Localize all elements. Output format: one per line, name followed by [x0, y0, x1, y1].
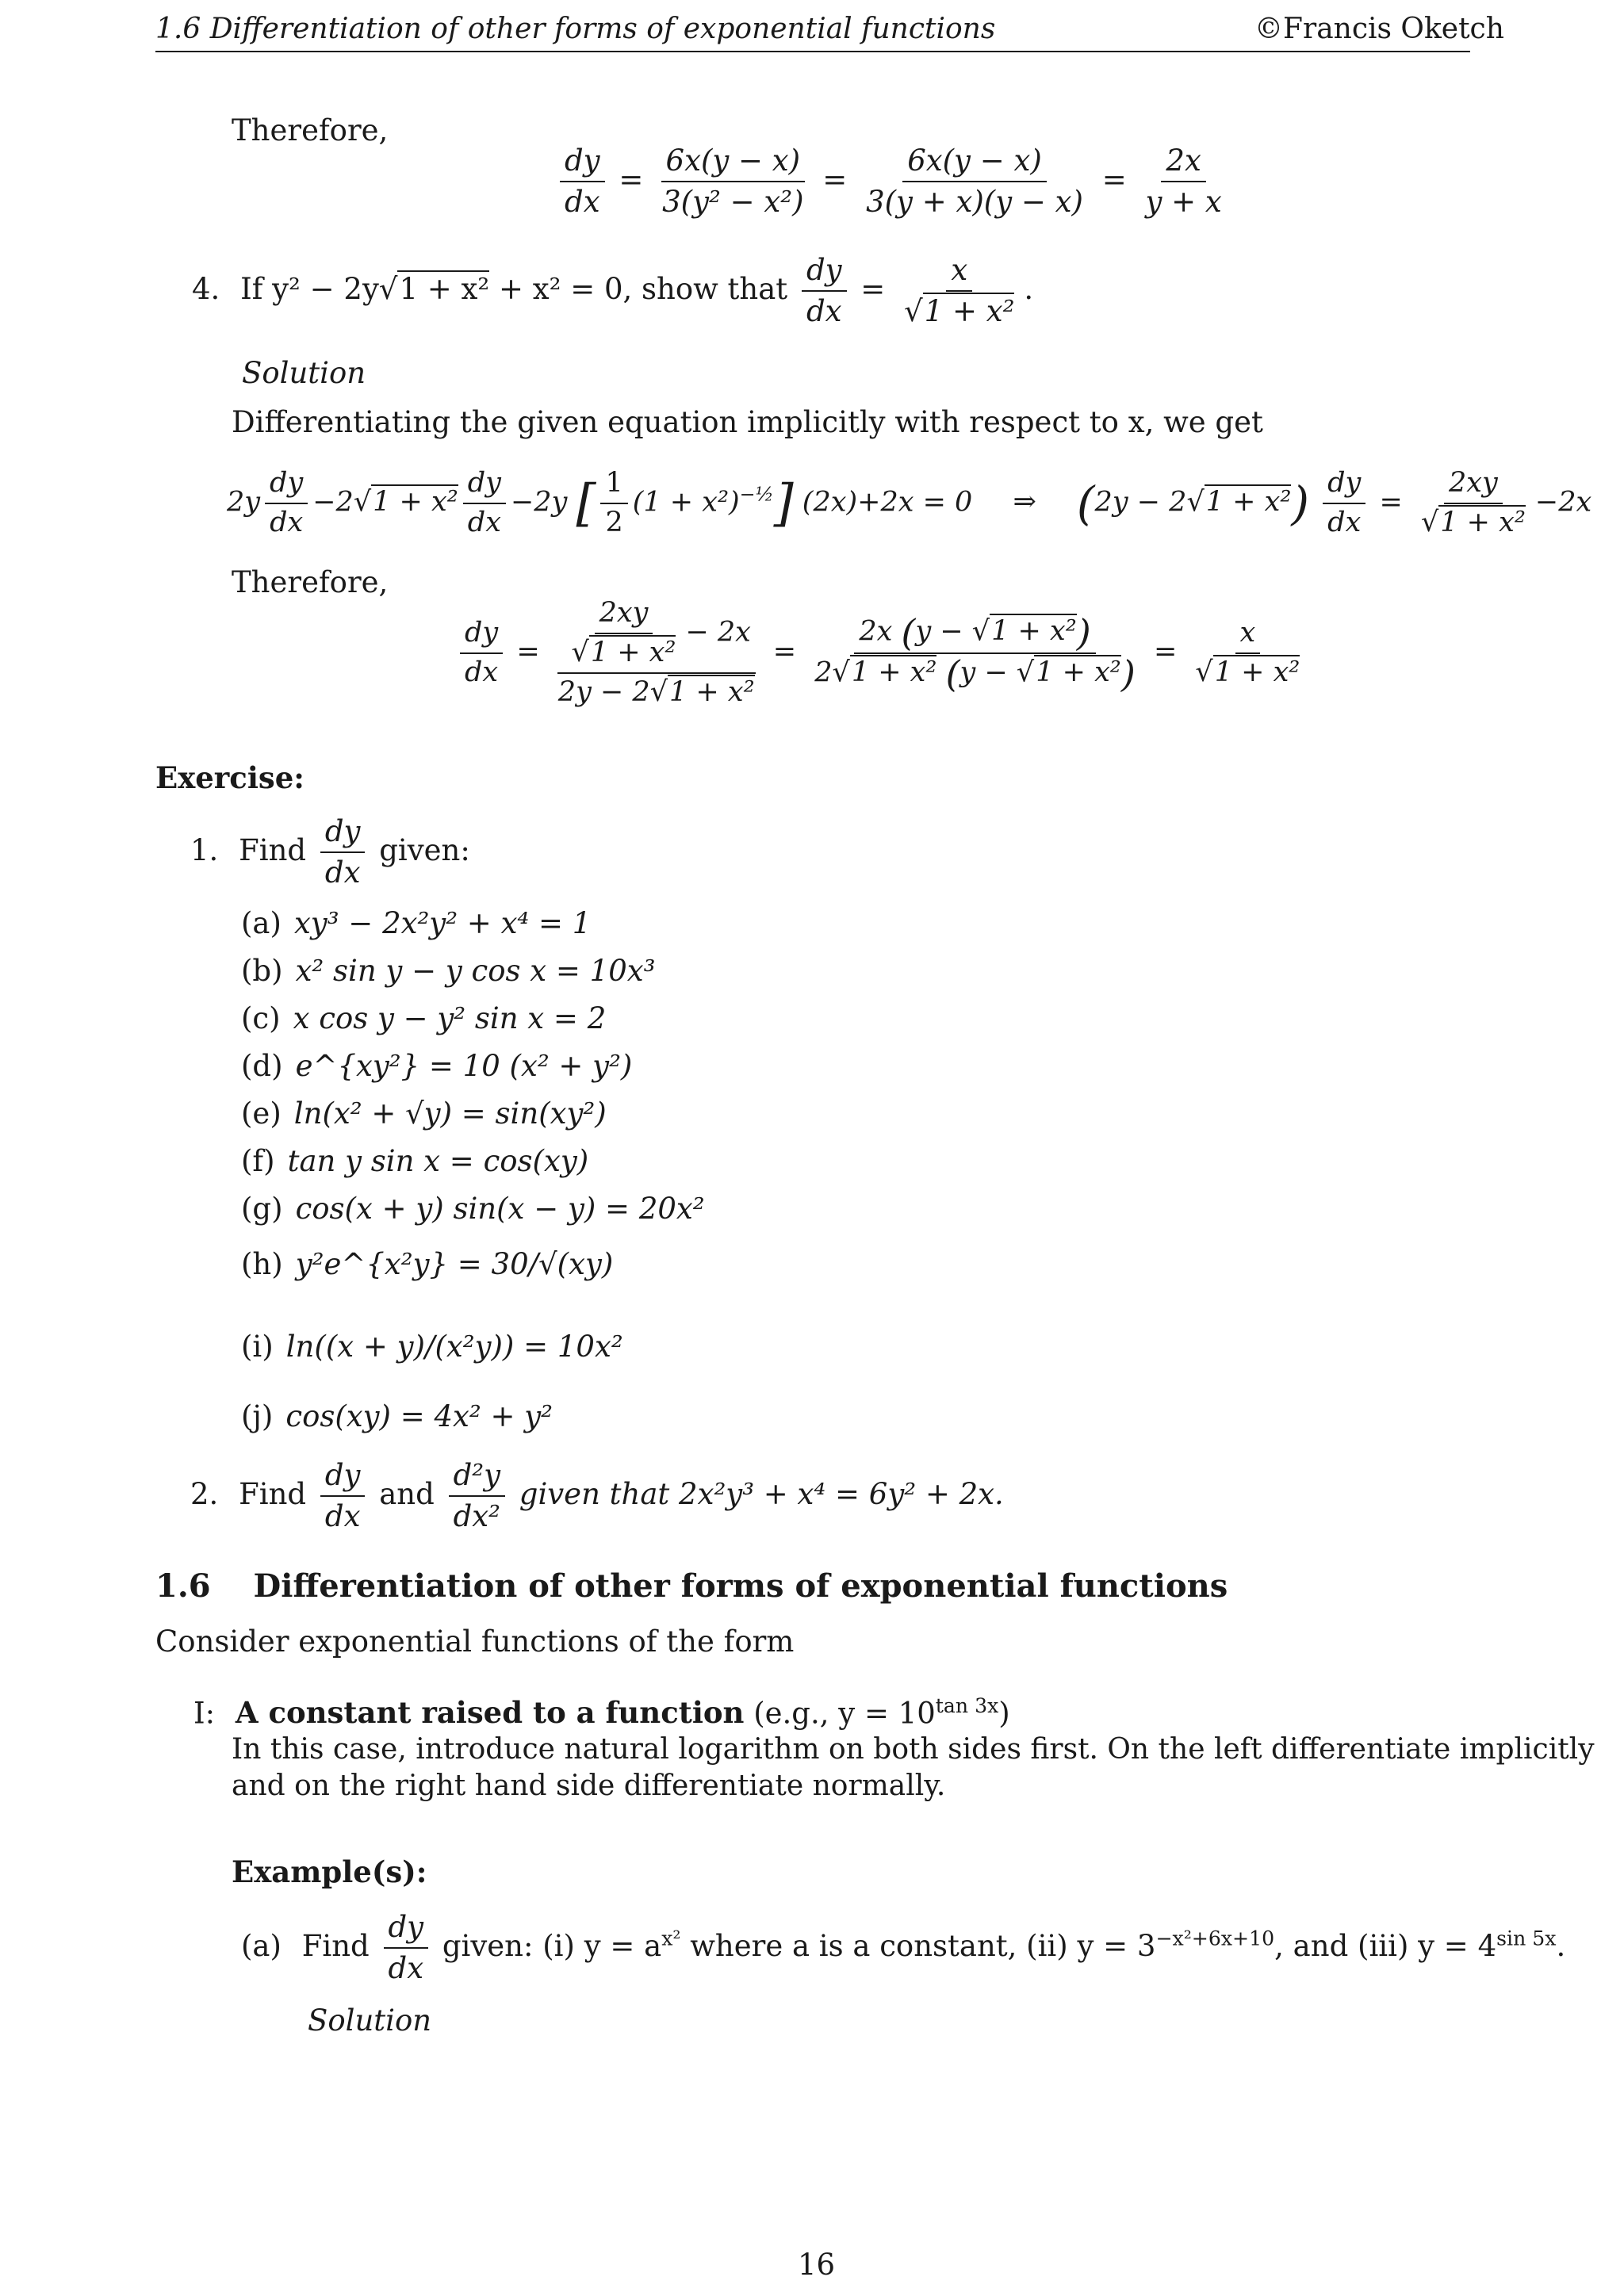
- frac-den: dx: [1327, 506, 1362, 538]
- frac-den: dx: [324, 1499, 361, 1534]
- case-title: A constant raised to a function: [235, 1695, 745, 1731]
- exercise-item: (i) ln((x + y)/(x²y)) = 10x²: [241, 1330, 623, 1364]
- frac-den: dx: [467, 506, 501, 538]
- frac-den: dx: [465, 656, 499, 688]
- running-header-title: 1.6 Differentiation of other forms of exponential functions: [155, 13, 996, 45]
- section-intro: Consider exponential functions of the form: [155, 1624, 795, 1659]
- frac-den: √1 + x²: [904, 294, 1015, 329]
- frac-num: dy: [1323, 466, 1365, 504]
- frac-num: d²y: [449, 1457, 505, 1497]
- question-number: 4.: [192, 271, 220, 306]
- frac-num: 6x(y − x): [902, 143, 1047, 182]
- therefore-text-2: Therefore,: [232, 565, 389, 599]
- q4-intro-text: Differentiating the given equation implicitly with respect to x, we get: [232, 405, 1263, 439]
- example-text: given: (i) y = a: [442, 1928, 662, 1963]
- case-i-heading: [193, 1693, 1010, 1732]
- find-text: Find: [239, 832, 307, 867]
- frac-den: dx: [565, 185, 600, 220]
- frac-den: dx²: [453, 1499, 500, 1534]
- term: −2: [312, 486, 354, 519]
- frac-num: dy: [460, 616, 503, 654]
- exercise-item: (g) cos(x + y) sin(x − y) = 20x²: [241, 1192, 705, 1226]
- frac-num: 2x: [1161, 143, 1205, 182]
- close-paren: ): [998, 1696, 1010, 1731]
- and-text: and: [379, 1476, 435, 1511]
- frac-den: √1 + x²: [1195, 656, 1300, 688]
- superscript: x²: [661, 1927, 681, 1950]
- superscript: tan 3x: [935, 1694, 999, 1717]
- frac-den: 2: [605, 506, 623, 538]
- q4-if-text: If y² − 2y: [240, 271, 379, 306]
- question-number: 2.: [190, 1476, 219, 1511]
- exercise-item: (h) y²e^{x²y} = 30/√(xy): [241, 1247, 614, 1281]
- q4-final-result: $\frac{dy}{dx}$ = $\frac{2xy}{\text{√1 + x²}}$ − 2x 2y − 2√1 + x² = $\frac{\text{2x (y − √1 + x²)}}{\text{2√1 + x² (y − √1 + x²)}}$ = $\frac{x}{\text{√1 + x²}}$: [455, 596, 1309, 710]
- frac-num: dy: [463, 466, 506, 504]
- superscript: sin 5x: [1496, 1927, 1557, 1950]
- header-rule: [155, 51, 1470, 52]
- frac-den: 2y − 2√1 + x²: [557, 675, 755, 708]
- exercise-item: (e) ln(x² + √y) = sin(xy²): [241, 1096, 607, 1131]
- frac-den: dx: [270, 506, 304, 538]
- exercise-q1: [190, 813, 470, 892]
- frac-num: dy: [560, 143, 605, 182]
- frac-den: 2√1 + x² (y − √1 + x²): [814, 652, 1136, 695]
- frac-den: dx: [806, 294, 842, 329]
- frac-num: 2xy: [595, 596, 653, 634]
- q4-sqrt-arg: 1 + x²: [399, 271, 490, 306]
- implies-symbol: ⇒: [1013, 486, 1036, 519]
- case-i-text-2: and on the right hand side differentiate normally.: [232, 1770, 946, 1802]
- exercise-item: (f) tan y sin x = cos(xy): [241, 1144, 589, 1178]
- q4-mid-text: + x² = 0, show that: [489, 271, 788, 306]
- therefore-text-1: Therefore,: [232, 113, 389, 147]
- page-number: 16: [798, 2248, 836, 2282]
- find-text: Find: [301, 1928, 370, 1963]
- term: (1 + x²): [632, 486, 740, 519]
- exercise-item: (b) x² sin y − y cos x = 10x³: [241, 954, 656, 988]
- term: −2y: [510, 486, 568, 519]
- frac-num: dy: [802, 252, 847, 292]
- frac-num: dy: [320, 813, 366, 853]
- case-i-text-1: In this case, introduce natural logarithm on both sides first. On the left differentiate implicitly: [232, 1733, 1595, 1766]
- period: .: [1556, 1928, 1566, 1963]
- given-text: given:: [379, 832, 470, 867]
- sqrt-arg: 1 + x²: [373, 486, 458, 519]
- section-title: Differentiation of other forms of exponential functions: [253, 1567, 1228, 1605]
- frac-num: x: [946, 252, 972, 292]
- example-text: where a is a constant, (ii) y = 3: [680, 1928, 1156, 1963]
- example-a: [241, 1909, 1565, 1988]
- exercise-item: (d) e^{xy²} = 10 (x² + y²): [241, 1049, 633, 1083]
- given-text: given that 2x²y³ + x⁴ = 6y² + 2x.: [519, 1476, 1004, 1511]
- frac-den: 3(y² − x²): [662, 185, 804, 220]
- exercise-heading: Exercise:: [155, 760, 304, 795]
- section-number: 1.6: [155, 1567, 211, 1605]
- find-text: Find: [239, 1476, 307, 1511]
- superscript: −x²+6x+10: [1155, 1927, 1275, 1950]
- solution-label-example: Solution: [308, 2003, 432, 2038]
- frac-num: 2xy: [1444, 466, 1503, 504]
- term: − 2x: [685, 616, 751, 649]
- frac-num: dy: [265, 466, 308, 504]
- sqrt-arg: 1 + x²: [1205, 486, 1292, 519]
- term: 2y − 2: [1094, 486, 1187, 519]
- frac-num: 6x(y − x): [661, 143, 806, 182]
- exercise-item: (c) x cos y − y² sin x = 2: [241, 1001, 607, 1035]
- case-label: I:: [193, 1696, 216, 1731]
- running-header-copyright: ©Francis Oketch: [1254, 13, 1504, 45]
- question-number: 1.: [190, 832, 219, 867]
- examples-heading: Example(s):: [232, 1854, 427, 1889]
- example-text: , and (iii) y = 4: [1274, 1928, 1497, 1963]
- example-label: (a): [241, 1928, 282, 1963]
- frac-den: 3(y + x)(y − x): [866, 185, 1083, 220]
- term: 2y: [227, 486, 261, 519]
- question-4-statement: 4. If y² − 2y√1 + x² + x² = 0, show that $\frac{dy}{dx}$ = $\frac{x}{\text{√1 + x²}}$ .: [192, 252, 1033, 331]
- exercise-item: (a) xy³ − 2x²y² + x⁴ = 1: [241, 906, 592, 940]
- frac-num: 2x (y − √1 + x²): [854, 614, 1095, 654]
- frac-den: dx: [324, 855, 361, 890]
- frac-den: dx: [388, 1951, 424, 1986]
- case-example: (e.g., y = 10: [753, 1696, 936, 1731]
- equation-3-result: $\frac{dy}{dx}$ = $\frac{6x(y - x)}{\text{3(y² − x²)}}$ = $\frac{6x(y - x)}{3(y + x)(y - x)}$ = $\frac{2x}{y + x}$: [555, 143, 1231, 221]
- frac-den: y + x: [1145, 185, 1222, 220]
- frac-num: 1: [600, 466, 627, 504]
- solution-label-q4: Solution: [242, 356, 366, 390]
- section-heading: [155, 1567, 1228, 1606]
- frac-den: √1 + x²: [571, 636, 676, 668]
- frac-num: dy: [384, 1909, 429, 1949]
- q4-differentiation-line: 2y $\frac{dy}{dx}$ −2√1 + x² $\frac{dy}{dx}$ −2y [ $\frac{1}{2}$ $(1 + x^2)^{-\frac{1}{2}}$] (2x)+2x = 0 ⇒ (2y − 2√1 + x²) $\frac{dy}{dx}$ = $\frac{2xy}{\text{√1 + x²}}$ −2x: [227, 466, 1591, 541]
- frac-den: √1 + x²: [1420, 506, 1526, 538]
- term: −2x: [1534, 486, 1592, 519]
- frac-num: x: [1235, 616, 1261, 654]
- term: (2x)+2x = 0: [802, 486, 973, 519]
- frac-num: [557, 596, 756, 674]
- frac-num: dy: [320, 1457, 366, 1497]
- exercise-q2: [190, 1457, 1004, 1536]
- exercise-item: (j) cos(xy) = 4x² + y²: [241, 1399, 553, 1433]
